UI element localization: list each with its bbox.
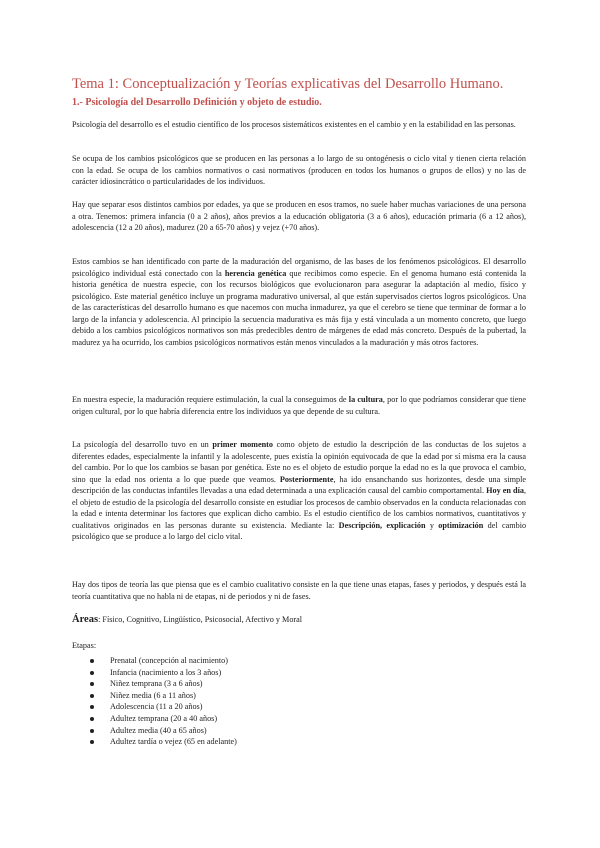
paragraph-history [72, 439, 526, 543]
areas-label: Áreas [72, 614, 99, 625]
paragraph-culture [72, 394, 526, 417]
bold-term: Posteriormente [279, 474, 334, 484]
list-item: Adolescencia (11 a 20 años) [88, 701, 237, 713]
text-segment: del cambio psicológico que se produce a lo largo del ciclo vital. [72, 520, 527, 542]
list-item: Adultez temprana (20 a 40 años) [88, 713, 237, 725]
bold-term: primer momento [212, 440, 274, 449]
list-item: Infancia (nacimiento a los 3 años) [88, 667, 237, 679]
bold-term: Hoy en día [486, 486, 524, 496]
bold-term: herencia genética [224, 268, 287, 278]
paragraph-ages: Hay que separar esos distintos cambios por edades, ya que se producen en esos tramos, no suele haber muchas variaciones de una persona a otra. Tenemos: primera infancia (0 a 2 años), años previos a la educación obligatoria (3 a 6 años), educación primaria (6 a 12 años), adolescencia (12 a 20 años), madurez (20 a 65-70 años) y vejez (+70 años). [72, 200, 526, 233]
list-item: Adultez tardía o vejez (65 en adelante) [88, 736, 237, 748]
list-item: Niñez media (6 a 11 años) [88, 690, 237, 702]
bold-term: la cultura [348, 395, 383, 404]
bold-term: Descripción, explicación [338, 520, 426, 530]
text-segment: y [429, 520, 434, 530]
text-segment: como objeto de estudio la descripción de las conductas de los sujetos a diferentes edades, especialmente la infantil y la adolescente, pues existía la opinión equivocada de que la edad por sí misma era la causa del cambio. Por lo que los cambios se basan por genética. Este no es el objeto de estudio porque la edad no es la que provoca el cambio, sino que la edad nos orienta a lo que puede que veamos. [72, 440, 526, 484]
list-item: Prenatal (concepción al nacimiento) [88, 655, 237, 667]
text-segment: La psicología del desarrollo tuvo en un [72, 440, 209, 449]
text-segment: , el objeto de estudio de la psicología del desarrollo consiste en estudiar los procesos de cambio observados en la conducta relacionadas con la edad e intenta determinar los factores que explican dicho cambio. Es el estudio científico de los cambios normativos, cuantitativos y cualitativos originados en las personas durante su existencia. Mediante la: [72, 486, 527, 530]
text-segment: , ha ido ensanchando sus horizontes, desde una simple descripción de las conductas infantiles llevadas a una edad determinada a una explicación causal del cambio comportamental. [72, 474, 527, 496]
text-segment: que recibimos como especie. En el genoma humano está contenida la historia genética de nuestra especie, con los recursos biológicos que evolucionaron para asegurar la adaptación al medio, físico y psicológico. Este material genético incluye un programa madurativo universal, al que están supervisados ciertos logros psicológicos. Una de las características del desarrollo humano es que nacemos con mucha inmadurez, ya que el cerebro se tiene que terminar de formar a lo largo de la infancia y adolescencia. Al principio la secuencia madurativa es más fija y está vinculada a un momento concreto, que luego debido a los cambios psicológicos normativos son más predecibles dentro de márgenes de edad más concreto. Después de la pubertad, la madurez ya ha ocurrido, los cambios psicológicos normativos están menos vinculados a la maduración y más otros factores. [72, 268, 526, 347]
stages-list [88, 655, 237, 748]
paragraph-changes: Se ocupa de los cambios psicológicos que se producen en las personas a lo largo de su ontogénesis o ciclo vital y tienen cierta relación con la edad. Se ocupa de los cambios normativos o casi normativos (producen en todos los humanos o grupos de ellos) y no las de carácter idiosincrático o particularidades de los individuos. [72, 154, 526, 187]
areas-text: : Físico, Cognitivo, Lingüístico, Psicosocial, Afectivo y Moral [98, 615, 303, 624]
text-segment: En nuestra especie, la maduración requiere estimulación, la cual la conseguimos de [72, 395, 347, 404]
text-segment: Estos cambios se han identificado con parte de la maduración del organismo, de las bases de los fenómenos psicológicos. El desarrollo psicológico individual está conectado con la [72, 257, 526, 278]
section-heading: 1.- Psicología del Desarrollo Definición y objeto de estudio. [72, 97, 322, 108]
text-segment: , por lo que podríamos considerar que tiene origen cultural, por lo que habría diferencia entre los individuos ya que depende de su cultura. [72, 395, 527, 416]
areas-line [72, 614, 526, 625]
page-title: Tema 1: Conceptualización y Teorías explicativas del Desarrollo Humano. [72, 76, 504, 92]
paragraph-definition: Psicología del desarrollo es el estudio científico de los procesos sistemáticos existentes en el cambio y en la estabilidad en las personas. [72, 120, 516, 129]
list-item: Adultez media (40 a 65 años) [88, 725, 237, 737]
list-item: Niñez temprana (3 a 6 años) [88, 678, 237, 690]
paragraph-maturation [72, 256, 526, 348]
stages-label: Etapas: [72, 641, 97, 650]
bold-term: optimización [438, 520, 484, 530]
paragraph-theories: Hay dos tipos de teoría las que piensa que es el cambio cualitativo consiste en la que tiene unas etapas, fases y periodos, y después está la teoría cuantitativa que no habla ni de etapas, ni de periodos y ni de fases. [72, 580, 526, 601]
